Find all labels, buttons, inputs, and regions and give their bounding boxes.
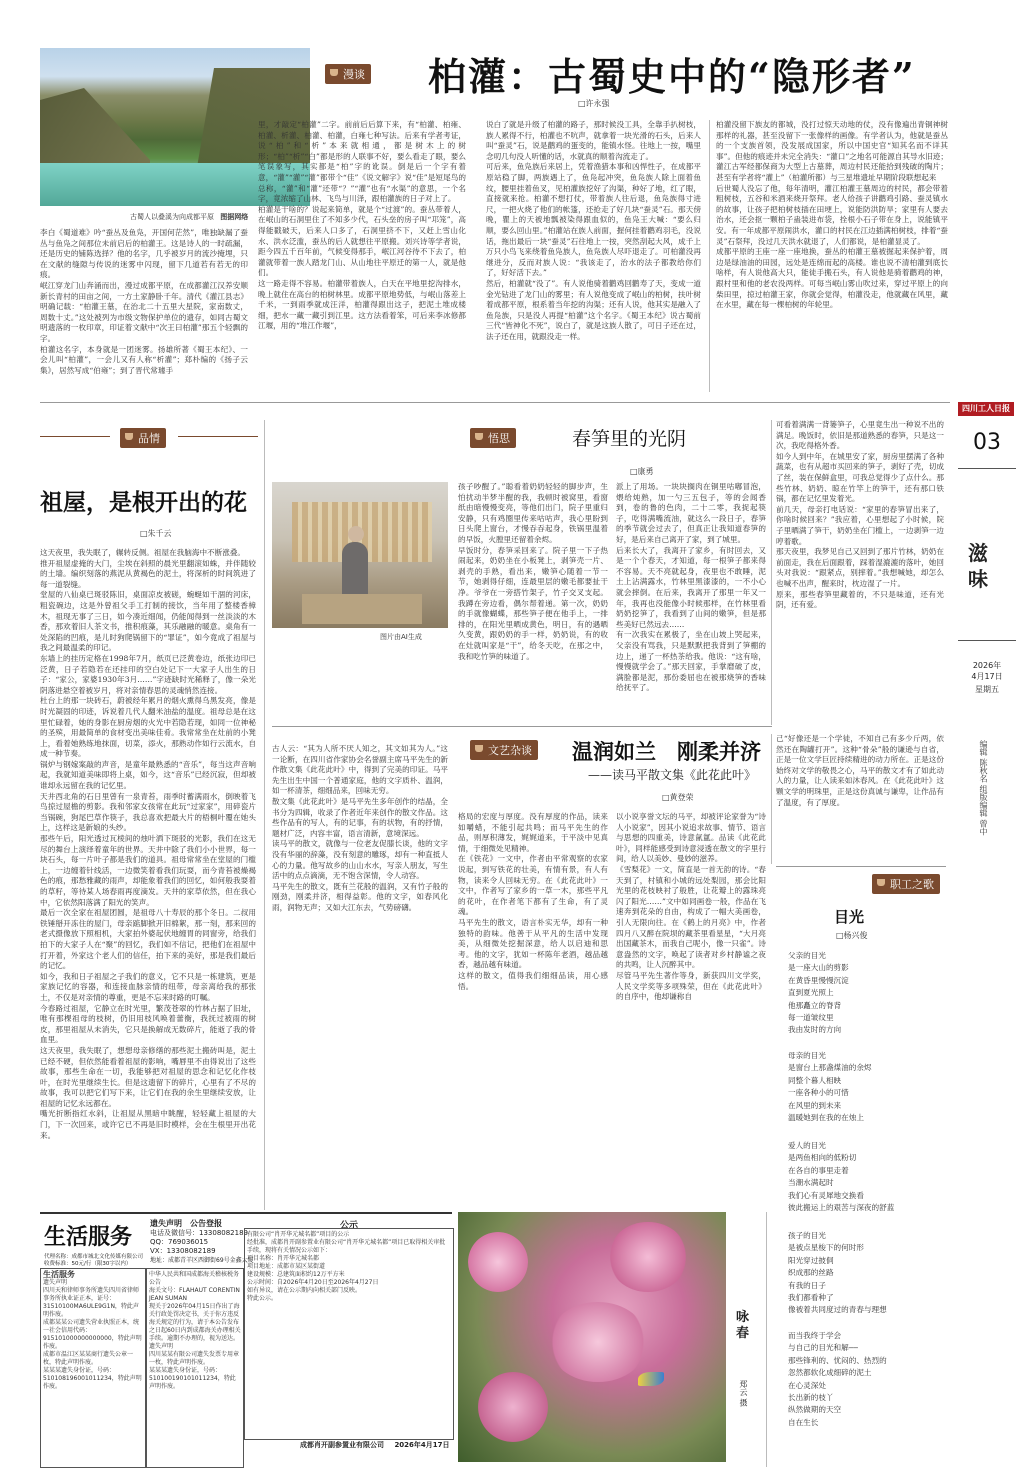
category-rule-right [178, 436, 258, 437]
photo-credit-yongchun: 郑云 摄 [739, 1380, 748, 1407]
article-subtitle-wenrun: ——读马平散文集《此花此叶》 [588, 768, 757, 782]
article-chunsun-col1: 孩子吵醒了。”聪看着奶奶轻轻的脚步声，生怕扰动半梦半醒的我，我顿时被窝里，看窗纸由暗慢慢变亮，等他们出门，院子里重归安静，只有鸡圈里传来咕咕声，我心里盼到日头爬上窗台，才慢吞吞起身，铁锅里温着的早饭，火膛里还留着余烬。 早饭时分，春笋采回来了。院子里一下子热闹起来，奶奶坐在小板凳上，剥笋壳一片、剥壳的手熟，看出来，嫩笋心随着一节一节，她剥得仔细，连最里层的嫩毛都要扯干净。爷爷在一旁搭竹架子，竹子交叉支起。我蹲在旁边看，偶尔帮着递。第一次，奶奶的手就像蝴蝶，那些笋子便在他手上，一排排的，在阳光里晒成黄色，明日，有的遇晒久变黄，跟奶奶的手一样，奶奶说，有的收在灶就叫家是“干”，给冬天吃，在那之中，我和吃竹笋的味道了。 [458, 482, 608, 661]
section-divider-middle [272, 726, 772, 727]
ad-column-3 [244, 1228, 454, 1440]
column-divider [771, 734, 772, 864]
article-title-wenrun: 温润如兰 刚柔并济 [572, 739, 761, 764]
poem-title-muguang: 目光 [834, 908, 865, 926]
article-baiguan-col4: 柏灌没留下族友的都城，没打过惊天动地的仗，没有像遍出青铜神树那样的礼器，甚至没留下一张像样的画像。有学者认为，他就是蚕丛的一个支族首领，没发展成国家，所以中国史官“知其名而不详其事”。但他的痕迹并未完全消失：“灌口”之地名可能源自其导水旧迹；灌江古军经都保商为大型上古墓葬，周边村民还能拾到残破的陶片；甚至有学者将“灌上”（柏灌所都）与三星堆遗址早期阶段联想起来 后世蜀人没忘了他，每年清明，灌江柏灌王墓周边的村民，都会带着粗树枝，五谷和米酒来烧开祭拜。老人给孩子讲鹳鸡引路、蚕灵镇水的故事，让孩子把柏树枝插在田埂上，说能防洪防旱；家里有人要去治水，还会抠一颗柏子蛊装进布袋，拴根小石子带在身上，说能镇平安。有一年成都平原闹洪水，灌口的村民在江边插满柏树枝，排着“蚕灵”石祭拜，没过几天洪水就退了，人们都说，是柏灌显灵了。 成都平原的王座一座一座地换，蚕丛的柏灌王墓被掘起来保护着，周边是绿油油的田园，远处是连绵而起的高楼。谁也说不清柏灌到底长啥样，有人说他高大只，能徒手搬石头，有人说他是骑着鹳鸡的神，跟村里和他的老农没两样。可每当岷山雾山吹过来，穿过平原上的向柴田里，掠过柏灌王家，你就会觉得，柏灌没走，他就藏在风里，藏在水里，藏在每一棵柏树的年轮里。 [716, 120, 948, 310]
ad-column-2 [146, 1268, 244, 1468]
poem-stanza-2: 母亲的目光 是窗台上那盏煤油的余烬 同整个暮人相映 一座各种小的可惜 在风里的到未来 温暖她到在我的在烛上 [788, 1051, 872, 1123]
category-tag-wenyi: 文艺杂谈 [470, 740, 538, 760]
article-wenrun-col3: 以小说享誉文坛的马平，却被评论家誉为“诗人小说家”，因其小说追求故事、情节、语言与思想的四重美，诗意氤氲。品读《此花此叶》，同样能感受到诗意浸透在散文的字里行间，给人以美妙、曼妙的滋养。 《雪梨花》一文，简直是一首无韵的诗。“春天到了，村镇和小城的远处梨园，那会比阳光里的花枝映衬了般胜，让花瓣上的露珠亮闪了阳光……”文中如同画卷一般，作品在飞速奔到花朵的自由，构成了一幅大美画卷，引人无限向往。在《鹤上的月亮》中，作者四月八又醉在院坝的藏茶里看星星，“大月亮出国藏茶木，而我自己呢小，像一只雀”。诗意盎然的文字，唤起了读者对乡村静谧之夜的共鸣，让人沉醉其中。 尽管马平先生著作等身，新获四川文学奖，人民文学奖等多项殊荣，但在《此花此叶》的自序中，他却谦称自 [616, 812, 766, 1002]
ai-generated-photo [272, 482, 448, 628]
ad-top-rule [40, 1212, 452, 1214]
public-notice-title: 公示 [340, 1221, 359, 1231]
article-title-zuwu: 祖屋，是根开出的花 [40, 489, 247, 516]
column-divider [766, 1212, 767, 1467]
byline-wenrun: □黄登荣 [662, 793, 694, 802]
article-title-chunsun: 春笋里的光阴 [572, 428, 687, 450]
poem-stanza-1: 父亲的目光 是一座大山的剪影 在黄昏里慢慢沉淀 直到夏光照上 他那矗立的脊背 每一道皱纹里 我由发时的方向 [788, 951, 849, 1035]
article-baiguan-col1: 李白《蜀道难》吟“蚕丛及鱼凫，开国何茫然”，唯独缺漏了蚕丛与鱼凫之间那位未前启后的柏灌王。这是诗人的一时疏漏，还是历史的铺陈选择？他的名字，几乎被岁月的流沙掩埋，只在文献的缝隙与传说的迷雾中闪现，留下几道若有若无的印痕。 岷江穿龙门山奔涌而出，漫过成都平原，在成都灌江汉养安顺新长青村的田亩之间，一方土家静卧千年。清代《灌江县志》明确记载：“柏灌王墓，在治北二十五里大星院，家南数丈，周数十丈。”这处被列为市级文物保护单位的遗存，如同古蜀文明遗落的一枚印章，印证着文献中“次王曰柏灌”那五个轻飘的字。 柏灌这名字，本身就是一团迷雾。扬雄所著《蜀王本纪》、一会儿叫“柏灌”，一会儿又有人称“析灌”；郑朴编的《扬子云集》，居然写成“伯雍”；到了晋代常璩手 [40, 228, 248, 375]
column-divider [771, 420, 772, 725]
ad-address: 地址：成都青羊区西御街69号金鑫大厦 [150, 1257, 254, 1264]
article-chunsun-col2: 派上了用场。一块块搁肉在铜里咕嘟冒泡，煨给炖熟，加一勺三五包子，等的会闻香到，卷的鲁的色肉，二十二零，我捉起筷子，吃得满嘴流油，就这么一段日子，春笋的季节就会过去了，但真正让我知道春笋的好，是后来自己离开了家，到了城里。 后来长大了，我离开了家乡，有时回去，又是一个个春天，才知道，每一根笋子都来得不容易。天不亮就起身，夜里也不敢睡，泥土上沾满露水，竹林里黑漆漆的，一不小心就会摔倒。在后来，我离开了那里一年又一年，我再也没能像小时候那样，在竹林里看奶奶挖笋了，我看到了山间的嫩笋，但是那些美好已然远去…… 有一次我实在累极了，坐在山坡上哭起来，父亲没有骂我，只是默默把我背到了笋棚的边上，递了一杯热茶给我。他说：“这有啥，慢慢就学会了。”那天回家，手掌磨破了皮，满脸都是泥，那份委屈也在被那烧笋的香味给抚平了。 [616, 482, 766, 693]
ad-phone: 电话及微信号：13308082189 [150, 1229, 248, 1237]
photo-caption-text: 古蜀人以叠溪为向成都平原 [130, 213, 214, 221]
issue-date: 2026年 4月17日 [971, 661, 1003, 681]
column-divider [709, 120, 710, 392]
photo-title-yongchun: 咏春 [736, 1310, 750, 1341]
paper-name: 四川工人日报 [962, 404, 1010, 413]
byline-muguang: □杨兴俊 [836, 931, 868, 940]
section-divider-right [776, 866, 946, 867]
page-title-baiguan: 柏灌：古蜀史中的“隐形者” [428, 54, 916, 99]
masthead-logo [958, 402, 1014, 416]
ad-heading: 生活服务 [44, 1224, 133, 1250]
poem-stanza-3: 爱人的目光 是两鱼相向的低粉切 在各自的事里走着 当潮水满起时 我们心有灵犀地交换看 彼此搬运上的艰苦与深夜的舒蓝 [788, 1141, 895, 1213]
category-tag-wusi: 悟思 [470, 428, 516, 448]
category-tag-manthan: 漫谈 [325, 64, 371, 84]
article-baiguan-col2: 里，才敲定“柏灌”二字。前前后后算下来，有“柏灌、柏雍、柏灌、析灌、柏灌、柏灌，白雍七种写法。后来有学者考证，说“柏”和“析”本来就相通，都是树木上的树形；“柏”“析”“白”都是形的人联事不好，要么看走了眼，要么笔误象写，其实都是“柏”字的讹误。倒是后一个字有着意，“灌”“灌”“灌”都带个“佳”《说文解字》说“佳”是短尾鸟的总称，“灌”和“灌”还带“？”“灌”也有“水渠”的意思，一个名字，竟浓缩了山林、飞鸟与川泽，跟柏灌族的日子对上了。 柏灌是干啥的？说起来简单，就是个“过渡”的。蚕丛带着人，在岷山的石洞里住了不知多少代，石头垒的房子叫“邛笼”，高得能戳破天，后来人口多了，石洞里挤不下，又赶上雪山化水、洪水泛滥，蚕丛的后人就想往平原搬。刘兴诗等学者说，距今四五千百年前，气候变得那手，岷江河谷待不下去了，柏灌就带着一族人踏龙门山、从山地往平原迁的第一人，就是他们。 这一路走得不容易。柏灌带着族人，白天在平地里挖沟排水，晚上就住在高台的柏树林里。成都平原地势低，与岷山落差上千米，一到雨季就成汪洋，柏灌得跟出这子，把泥土堆成楼细，把水一藏一藏引到江里。这方法看着笨，可后来李冰修都江堰，用的“堆江作堰”， [258, 120, 466, 331]
ad-column-3-text: 有限公司“肖开华元城名都”项目的公示 经批准，成都肖开副参置业有限公司“肖开华元城名都”项目已取得相关审批手续，现将有关情况公示如下： 项目名称：肖开华元城名都 项目地址：成都市某区某街道 建设规模：总建筑面积约12万平方米 公示时间：自2026年4月20日至2026年4月27日 如有异议，请在公示期内向相关部门反映。 特此公示。 [247, 1231, 446, 1302]
editors-credit: 编辑 陈秋名 组版编辑 曾中 [979, 740, 988, 836]
article-chunsun-col3: 可看着满满一背篓笋子，心里竟生出一种说不出的满足。晚饭时，依旧是那道熟悉的春笋，只是这一次，我吃得格外香。 如今人到中年，在城里安了家，厨房里摆满了各种蔬菜，也有从超市买回来的笋子，剥好了壳，切成了丝，装在保鲜盒里，可我总觉得少了点什么。那些竹林、奶奶、晾在竹竿上的笋干，还有那口铁锅，都在记忆里发着光。 前几天，母亲打电话说：“家里的春笋冒出来了，你啥时候回来？”我应着，心里想起了小时候，院子里晒满了笋干，奶奶坐在门槛上，一边剥笋一边哼着歌。 那天夜里，我梦见自己又回到了那片竹林，奶奶在前面走，我在后面跟着，踩着湿漉漉的落叶，她回头对我说：“跟紧点，别摔着。”我想喊她，却怎么也喊不出声，醒来时，枕边湿了一片。 原来，那些春笋里藏着的，不只是味道，还有光阴，还有爱。 [776, 420, 944, 610]
ad-column-1 [40, 1268, 146, 1468]
category-rule [40, 436, 110, 437]
section-divider-top [40, 402, 950, 403]
ad-left-sub: 代理名称：成都市城北文化传媒有限公司 [44, 1254, 144, 1260]
article-wenrun-col2: 格局的宏度与厚度。没有厚度的作品，读来如嚼蜡，不能引起共鸣；而马平先生的作品，则厚积薄发，娓娓道来，于平淡中见真情，于细微处见精神。 在《铁花》一文中，作者由平常观察的农家说起，到写铁花的壮美，有情有景，有人有物，读来令人回味无穷。在《此花此叶》一文中，作者写了家乡的一草一木，那些平凡的花叶，在作者笔下都有了生命，有了灵魂。 马平先生的散文，语言朴实无华，却有一种独特的韵味。他善于从平凡的生活中发现美，从细微处挖掘深意，给人以启迪和思考。他的文字，犹如一杯陈年老酒，越品越香，越品越有味道。 这样的散文，值得我们细细品读，用心感悟。 [458, 812, 608, 991]
ad-notice-header: 遗失声明 公告登报 [150, 1219, 222, 1228]
column-divider [264, 420, 265, 1210]
byline-zuwu: □朱千云 [140, 529, 172, 538]
photo-credit: 图据网络 [220, 213, 249, 221]
masthead-rule-1 [958, 468, 1016, 469]
article-baiguan-col3: 说白了就是升级了柏灌的路子，那时候没工具，全靠手扒树枝，族人累得不行，柏灌也不吭声，就拿着一块光滑的石头，后来人叫“蚕灵”石，说是鹳鸡的蛋变的，能镇水怪。往地上一按，嘴里念叨几句没人听懂的话，水就真的顺着沟流走了。 可后来，鱼凫族后来居上，凭着渔猎本事和凶悍性子，在成都平原站稳了脚，两族遇上了，鱼凫起冲突，鱼凫族人除上面着鱼纹，腰里挂着鱼叉，见柏灌族挖好了沟渠，种好了地，红了眼，直接就来抢。柏灌不想打仗，带着族人往后退，鱼凫族得寸进尺，一把火烧了他们的帐篷，还抢走了好几块“蚕灵”石。那天傍晚，瞿上的天被地瓢被染得跟血似的，鱼凫王大喊：“要么归顺，要么回山里。”柏灌站在族人前面，握何挂着鹳鸡羽毛，没说话，拖出最后一块“蚕灵”石往地上一按，突然刮起大风，成千上万只小鸟飞来绕着鱼凫族人，鱼凫族人尽吓退走了。可柏灌没再继进分，反而对族人说：“我该走了，治水的法子都教给你们了，好好活下去。” 然后，柏灌就“没了”。有人说他骑着鹳鸡回鹳寿了天，变成一道金光钻进了龙门山的雾里；有人说他变成了岷山的柏树，扶叶树着成都平原，根系着当年挖的沟渠；还有人说，他其实是融入了鱼凫族，只是没人再提“柏灌”这个名字。《蜀王本纪》说古蜀前三代“皆神化不死”，说白了，就是这族人散了，可日子还在过，法子还在用，就跟没走一样。 [486, 120, 701, 341]
article-wenrun-col1: 古人云：“其为人所不厌人知之，其文如其为人。”这一论断，在四川省作家协会名誉副主席马平先生的新作散文集《此花此叶》中，得到了完美的印证。马平先生出生中国一个普通家庭，他的文字质朴、温润，如一杯清茶，细细品来，回味无穷。 散文集《此花此叶》是马平先生多年创作的结晶，全书分为四辑，收录了作者近年来创作的散文作品。这些作品有的写人，有的记事，有的状物，有的抒情，题材广泛，内容丰富，语言清新，意境深远。 读马平的散文，就像与一位老友促膝长谈，他的文字没有华丽的辞藻，没有刻意的雕琢，却有一种直抵人心的力量。他写故乡的山山水水，写亲人朋友，写生活中的点点滴滴，无不饱含深情，令人动容。 马平先生的散文，既有兰花般的温润，又有竹子般的刚劲，刚柔并济，相得益彰。他的文字，如春风化雨，润物无声；又如大江东去，气势磅礴。 [272, 744, 448, 912]
ad-vx: VX：13308082189 [150, 1247, 216, 1255]
article-zuwu-body: 这天夜里，我失眠了，辗转反侧。祖屋在我脑海中不断涨叠。 推开祖屋虚掩的大门，尘埃在斜照的晨光里翻滚如蛛，并伴随较的土墙。编织刻落的燕泥从黄褐色的泥土，将深析的时间筑进了每一道裂缝。 堂屋的八仙桌已斑驳陈旧，桌面凉皮被磋，蜿蜒如干涸的河床，粗瓷碗边，这是外曾祖父手工打制的接饮，当年用了整楼香樟木，祖现无事了三日，如今凑近细闻，仍能闻得到一丝淡淡的木香，那欢着旧人茶文书，推积痕藻，其乐融融的暖意。桌角有一处深陷的凹痕，是儿时狗爬锅留下的“罪证”，如今竟成了祖屋与我之间最温柔的印记。 东墙上的挂历定格在1998年7月，纸页已泛黄卷边，纸张边印已泛黄，日子若隐若在还挂印的空白处记下一大家子人出生的日子：“家公，家婆1930年3月……”字迹缺时光稀释了，像一朵光阴落进悬空着被岁月，将对亲情春思的灵魂悄然连接。 杜台上的那一块砖石，蔚被经年累月的烟火熏得乌黑发亮，像是时光凝固的印迹，诉说着几代人翻米油盐的温度。祖母总是在这里忙碌着，她的身影在厨房烟的火光中若隐若现，如同一位神秘的圣殡，用最简单的食材变出美味佳肴。我常常坐在灶前的小凳上，看着她熟练地抹面，切菜，添火，那熟动作如行云流水，自成一种节奏。 锅炉与钢嫁案敲的声音，是童年最熟悉的“音乐”，每当这声音响起，我就知道美味即将上桌，如今，这“音乐”已经沉寂，但却被谁却永远留在我的记忆里。 天井西北角的石日里曾有一泉青苔，雨季时蓄满雨水，倒映着飞鸟掠过屋檐的剪影。我和邻家女孩常在此玩“过家家”，用碎瓷片当锅碗，狗尾巴草作筷子，我总喜欢把最大片的梧桐叶覆在她头上，这样这是新娘的头纱。 那些午后，阳光透过瓦棱间的烛叶洒下斑驳的光影，我们在这无尽的舞台上演绎着童年的世界。天井中除了我们小小世界，每一块石头，每一片叶子都是我们的道具。祖母常常坐在堂屋的门槛上，一边缠着针线活，一边微笑着看我们玩耍，而今青苔被燥褐色的痕，那愁雅藏的雨声，却能象着我们的回忆，如何般我耍着的草籽，等待某人场春雨再度滴发。天井的家草依然，但在我心中，它依然阳落满了阳光的笑声。 最后一次全家在祖屋团圆，是祖母八十寿辰的那个冬日。二叔用铁锤掰开冻住的屋门，母亲踮脚掀开旧棉絮，那一刻，那来回的老式摄像放下照相机，大家拍外婆起伏地缠胃的同窗旁，给我们拍下的大家子人在“聚”的回忆，我们如不信记，把他们在祖屋中打开着，外家这个老人们的信任，拍下来的美好，那是我们最后的记忆。 如今，我和日子祖屋之子我们的意义，它不只是一栋建筑，更是家族记忆的容器，和连接血脉亲情的纽带，母亲离给我的那张土，不仅是对亲情的尊重，更是不忘来时路的叮嘱。 今春路过祖屋，它静立在时光里，繁茂苍翠的竹林占据了旧址，唯有那棵祖母的枝树，仍旧用枝风唤着蕾衡，我抚过被雨的树皮，那里祖屋从未消失，它只是换解成无数碎片，能逝了我的骨血里。 这天夜里，我失眠了，想想母亲修缮的那些泥土搬砖叫是，泥土已经不硬，但依然能看着祖屋的影响，嘴唇里不由得说出了这些故事，那些生命在一切，我能够把对祖屋的思念和记忆化作枝叶，在时光里继续生长。但是这遗留下的碎片，心里有了不尽的故事，我可以把它们写下来，让它们在我的余生里继续安放，让祖屋的记忆永远都在。 嘴光折断指红水斜，让祖屋从黑暗中眺醒，轻轻藏上祖屋的大门，下一次回来，或许它已不再是旧时模样，会在生根里开出花来。 [40, 548, 256, 1140]
masthead-rule-2 [958, 640, 1016, 641]
byline-baiguan: □许永强 [578, 99, 610, 108]
category-tag-zhigong: 职工之歌 [872, 874, 940, 894]
ad-company [300, 1440, 450, 1450]
poem-stanza-4: 孩子的目光 是被点星梭下的何时形 阳光穿过披侗 织成那的丝路 有我的日子 我们都看种了 像被着共同度过的青春与理想 [788, 1231, 887, 1315]
photo-caption [130, 212, 248, 222]
ad-left-price: 收费标准：50元/行（限30字以内） [44, 1261, 132, 1267]
ad-column-1-text: 遗失声明 四川天和律师事务所遗失四川省律师事务所执业证正本，证号：31510100MA6ULE9G1N，特此声明作废。 成都某某公司遗失营业执照正本，统一社会信用代码：915101000000000000，特此声明作废。 成都市温江区某某商行遗失公章一枚，特此声明作废。 某某某遗失身份证，号码：510108196001011234，特此声明作废。 [43, 1279, 142, 1390]
category-tag-pinqing: 品情 [120, 428, 166, 448]
ad-column-1-label: 生活服务 [43, 1270, 75, 1279]
photo-credit-chunsun: 图片由AI生成 [380, 633, 422, 641]
ad-qq: QQ：769036015 [150, 1238, 209, 1246]
byline-chunsun: □康勇 [630, 467, 654, 476]
ad-company-name: 成都肖开副参置业有限公司 [300, 1441, 384, 1449]
section-name: 滋味 [968, 541, 988, 591]
page-number: 03 [973, 430, 1001, 455]
ad-company-date: 2026年4月17日 [394, 1441, 450, 1449]
article-wenrun-col4: 己“好像还是一个学徒，不知自己有多少斤两，依然还在陶罐打开”。这种“骨朵”般的谦逊与自省，正是一位文学巨匠持续精进的动力所在。正是这份始终对文学的敬畏之心，马平的散文才有了如此动人的力量，让人读来如沐春风。在《此花此叶》这颗文学的明珠里，正是这份真诚与谦卑，让作品有了温度，有了厚度。 [776, 734, 944, 807]
spring-blossom-photo [458, 1212, 726, 1462]
poem-stanza-5: 而当我终于学会 与自己的目光和解—— 那些锋利的、忧闷的、热烈的 忽然都软化成细碎的泥土 在心灵深处 长出新的枝丫 纵然做期的天空 自在生长 [788, 1331, 887, 1427]
ad-column-2-text: 中华人民共和国成都海关稽核税务 公告 海关文号：FLAHAUT CORENTIN JEAN SUMAN 现关于2026年04月15日作出了海关行政处罚决定书，关于你方违反海关规定的行为，请于本公告发布之日起60日内到成都海关办理相关手续。逾期不办理的，视为送达。 遗失声明 四川某某有限公司遗失发票专用章一枚，特此声明作废。 某某某遗失身份证，号码：510100190101011234，特此声明作废。 [149, 1271, 241, 1390]
issue-weekday: 星期五 [975, 685, 999, 694]
